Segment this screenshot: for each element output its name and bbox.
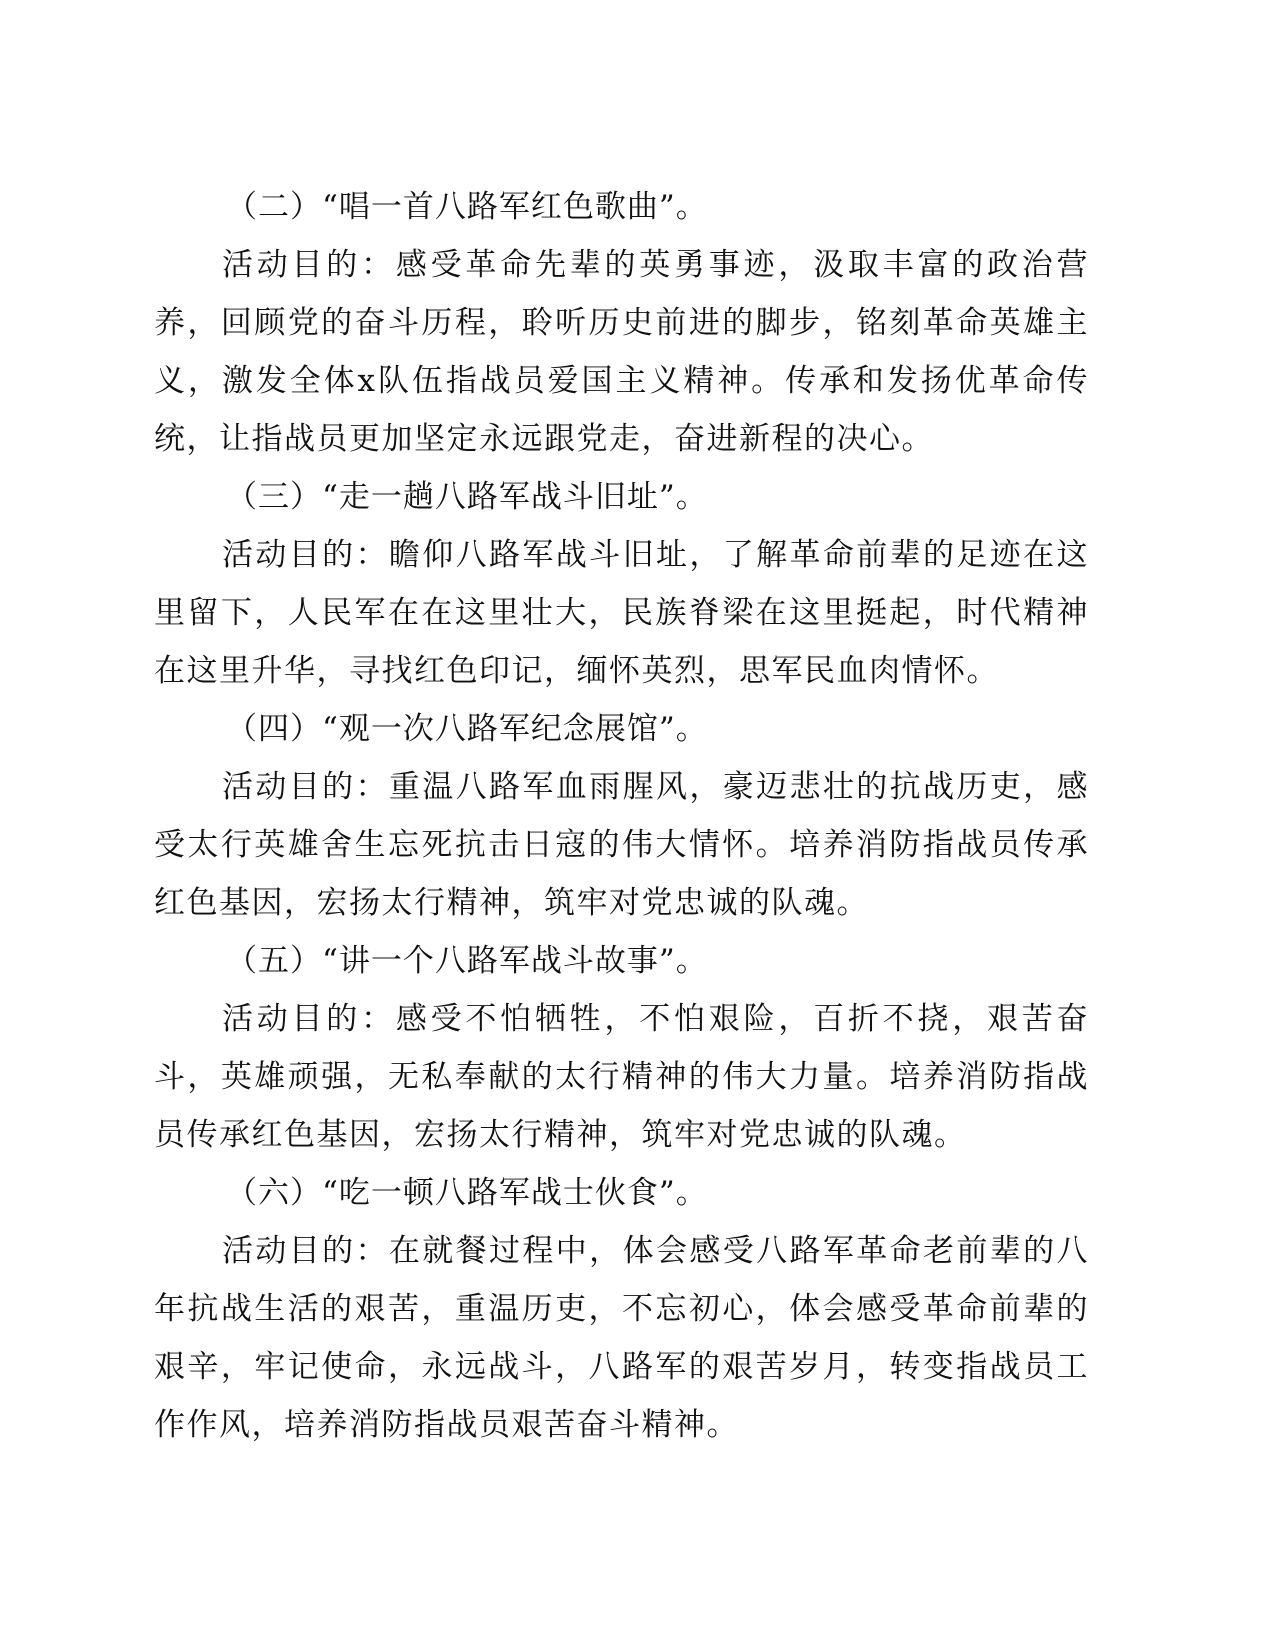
section-heading-5: （五）“讲一个八路军战斗故事”。: [226, 943, 708, 979]
document-body: [154, 178, 1089, 1454]
purpose-label: 活动目的：: [222, 769, 389, 805]
section-paragraph-2: [154, 236, 1089, 468]
purpose-text: 感受不怕牺牲，不怕艰险，百折不挠，艰苦奋斗，英雄顽强，无私奉献的太行精神的伟大力量。培养消防指战员传承红色基因，宏扬太行精神，筑牢对党忠诚的队魂。: [154, 1001, 1090, 1153]
section-paragraph-3: [154, 526, 1089, 700]
purpose-text: 感受革命先辈的英勇事迹，汲取丰富的政治营养，回顾党的奋斗历程，聆听历史前进的脚步，铭刻革命英雄主义，激发全体x队伍指战员爱国主义精神。传承和发扬优革命传统，让指战员更加坚定永远跟党走，奋进新程的决心。: [154, 247, 1090, 457]
section-paragraph-4: [154, 758, 1089, 932]
section-heading-6: （六）“吃一顿八路军战士伙食”。: [226, 1175, 708, 1211]
purpose-label: 活动目的：: [222, 537, 389, 573]
purpose-label: 活动目的：: [222, 247, 396, 283]
section-heading-3: （三）“走一趟八路军战斗旧址”。: [226, 479, 708, 515]
purpose-text: 重温八路军血雨腥风，豪迈悲壮的抗战历吏，感受太行英雄舍生忘死抗击日寇的伟大情怀。培养消防指战员传承红色基因，宏扬太行精神，筑牢对党忠诚的队魂。: [154, 769, 1090, 921]
section-heading-4: （四）“观一次八路军纪念展馆”。: [226, 711, 708, 747]
purpose-text: 在就餐过程中，体会感受八路军革命老前辈的八年抗战生活的艰苦，重温历吏，不忘初心，体会感受革命前辈的艰辛，牢记使命，永远战斗，八路军的艰苦岁月，转变指战员工作作风，培养消防指战员艰苦奋斗精神。: [154, 1233, 1090, 1443]
purpose-text: 瞻仰八路军战斗旧址，了解革命前辈的足迹在这里留下，人民军在在这里壮大，民族脊梁在这里挺起，时代精神在这里升华，寻找红色印记，缅怀英烈，思军民血肉情怀。: [154, 537, 1090, 689]
purpose-label: 活动目的：: [222, 1233, 389, 1269]
purpose-label: 活动目的：: [222, 1001, 396, 1037]
section-heading-2: （二）“唱一首八路军红色歌曲”。: [226, 189, 708, 225]
section-paragraph-6: [154, 1222, 1089, 1454]
section-paragraph-5: [154, 990, 1089, 1164]
